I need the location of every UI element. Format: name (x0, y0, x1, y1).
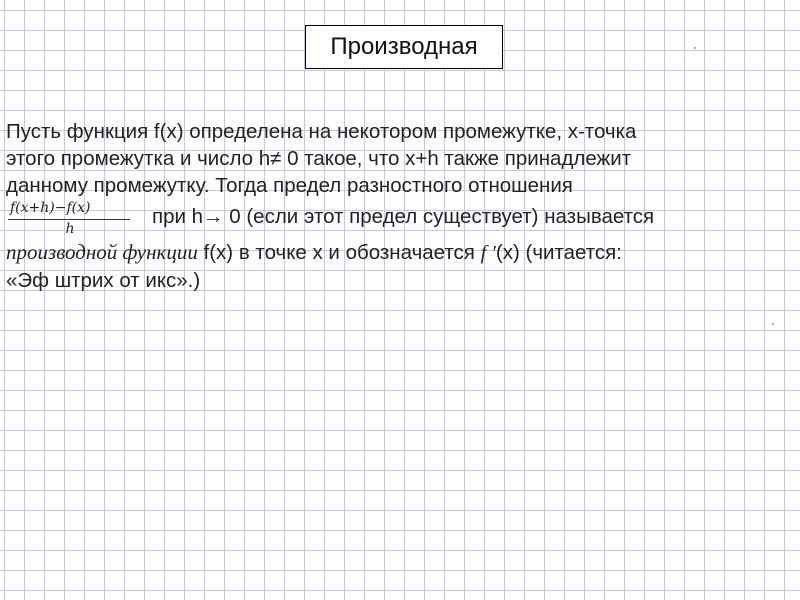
f-prime-symbol: f ′ (480, 242, 496, 264)
text-line-3: данному промежутку. Тогда предел разностного отношения (6, 174, 573, 197)
text-line-6: «Эф штрих от икс».) (6, 269, 201, 292)
definition-paragraph (6, 118, 776, 294)
fraction-line (6, 199, 776, 239)
page-title: Производная (305, 25, 503, 69)
paper-speck (772, 323, 774, 325)
paper-speck (694, 47, 696, 49)
fraction-numerator: f(x+h)−f(x) (10, 200, 91, 216)
text-line-5-end: (x) (читается: (495, 241, 622, 264)
text-line-5-mid: f(x) в точке х и обозначается (197, 241, 481, 264)
fraction-denominator: h (65, 221, 75, 237)
difference-quotient-fraction (8, 199, 132, 238)
text-line-2: этого промежутка и число h≠ 0 такое, что x+h также принадлежит (6, 147, 632, 170)
text-line-4: при h→ 0 (если этот предел существует) называется (152, 205, 655, 228)
term-derivative: производной функции (6, 240, 198, 264)
text-line-5 (6, 239, 776, 267)
text-line-1: Пусть функция f(x) определена на некотором промежутке, х-точка (6, 120, 637, 143)
